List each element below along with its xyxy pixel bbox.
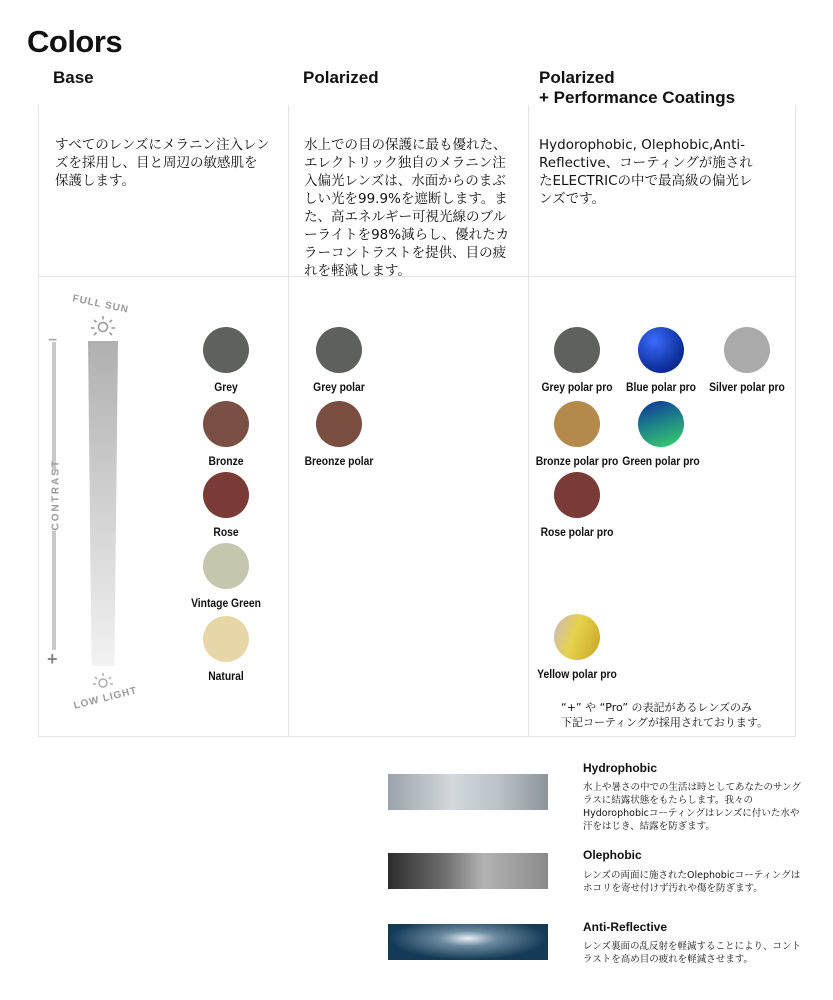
lens-name: Green polar pro bbox=[622, 454, 700, 468]
lens-bronze bbox=[171, 401, 281, 468]
grid-line bbox=[795, 105, 796, 736]
lens-yellow-polar-pro bbox=[522, 614, 632, 681]
lens-name: Bronze bbox=[208, 454, 244, 468]
olephobic-image bbox=[388, 853, 548, 889]
lens-name: Bronze polar pro bbox=[535, 454, 619, 468]
lens-swatch bbox=[554, 472, 600, 518]
pro-heading bbox=[539, 68, 735, 108]
note-line1: “+” や “Pro” の表記があるレンズのみ bbox=[561, 701, 752, 714]
olephobic-text: レンズの両面に施されたOlephobicコーティングはホコリを寄せ付けず汚れや傷を防ぎます。 bbox=[583, 870, 801, 894]
lens-swatch bbox=[203, 616, 249, 662]
lens-name: Grey polar pro bbox=[541, 380, 613, 394]
lens-name: Vintage Green bbox=[191, 596, 261, 610]
polarized-heading: Polarized bbox=[303, 68, 379, 87]
page-title: Colors bbox=[27, 24, 123, 59]
lens-name: Silver polar pro bbox=[709, 380, 785, 394]
pro-coating-note bbox=[561, 700, 768, 730]
lens-name: Rose bbox=[213, 525, 239, 539]
anti-reflective-image bbox=[388, 924, 548, 960]
brightness-gradient-bar bbox=[88, 341, 118, 666]
polarized-description: 水上での目の保護に最も優れた、エレクトリック独自のメラニン注入偏光レンズは、水面からのまぶしい光を99.9%を遮断します。また、高エネルギー可視光線のブルーライトを98%減らし、優れたカラーコントラストを提供、目の疲れを軽減します。 bbox=[304, 137, 510, 279]
lens-silver-polar-pro bbox=[692, 327, 802, 394]
lens-natural bbox=[171, 616, 281, 683]
anti-reflective-text: レンズ裏面の乱反射を軽減することにより、コントラストを高め目の疲れを軽減させます。 bbox=[583, 941, 801, 965]
low-light-label: LOW LIGHT bbox=[72, 685, 139, 712]
sun-icon bbox=[90, 315, 116, 342]
lens-green-polar-pro bbox=[606, 401, 716, 468]
olephobic-title: Olephobic bbox=[583, 848, 642, 862]
lens-name: Natural bbox=[208, 669, 244, 683]
lens-grey-polar bbox=[284, 327, 394, 394]
hydrophobic-image bbox=[388, 774, 548, 810]
grid-line bbox=[38, 105, 39, 736]
lens-name: Rose polar pro bbox=[540, 525, 614, 539]
hydrophobic-text: 水上や暑さの中での生活は時としてあなたのサングラスに結露状態をもたらします。我々のHydorophobicコーティングはレンズに付いた水や汗をはじき、結露を防ぎます。 bbox=[583, 782, 801, 832]
lens-swatch bbox=[554, 401, 600, 447]
lens-swatch bbox=[203, 327, 249, 373]
full-sun-label: FULL SUN bbox=[71, 293, 130, 316]
anti-reflective-title: Anti-Reflective bbox=[583, 920, 668, 934]
lens-rose bbox=[171, 472, 281, 539]
lens-name: Grey polar bbox=[313, 380, 365, 394]
hydrophobic-title: Hydrophobic bbox=[583, 761, 657, 775]
pro-heading-line1: Polarized bbox=[539, 68, 615, 87]
base-description: すべてのレンズにメラニン注入レンズを採用し、目と周辺の敏感肌を保護します。 bbox=[55, 137, 270, 189]
lens-grey bbox=[171, 327, 281, 394]
pro-description: Hydorophobic, Olephobic,Anti-Reflective、コーティングが施されたELECTRICの中で最高級の偏光レンズです。 bbox=[539, 137, 753, 207]
lens-bronze-polar bbox=[284, 401, 394, 468]
lens-swatch bbox=[203, 543, 249, 589]
lens-swatch bbox=[316, 327, 362, 373]
lens-swatch bbox=[554, 327, 600, 373]
note-line2: 下記コーティングが採用されております。 bbox=[561, 716, 769, 729]
lens-swatch bbox=[638, 327, 684, 373]
lens-swatch bbox=[554, 614, 600, 660]
lens-name: Blue polar pro bbox=[626, 380, 696, 394]
lens-rose-polar-pro bbox=[522, 472, 632, 539]
grid-line bbox=[38, 736, 796, 737]
lens-name: Breonze polar bbox=[304, 454, 374, 468]
minus-sign: − bbox=[48, 332, 58, 349]
contrast-label: CONTRAST bbox=[50, 458, 62, 531]
pro-heading-line2: + Performance Coatings bbox=[539, 88, 736, 107]
lens-name: Grey bbox=[214, 380, 238, 394]
lens-swatch bbox=[203, 472, 249, 518]
lens-swatch bbox=[724, 327, 770, 373]
lens-swatch bbox=[638, 401, 684, 447]
lens-vintage-green bbox=[171, 543, 281, 610]
base-heading: Base bbox=[53, 68, 94, 87]
lens-swatch bbox=[203, 401, 249, 447]
lens-name: Yellow polar pro bbox=[537, 667, 617, 681]
plus-sign: + bbox=[47, 649, 58, 669]
lens-swatch bbox=[316, 401, 362, 447]
